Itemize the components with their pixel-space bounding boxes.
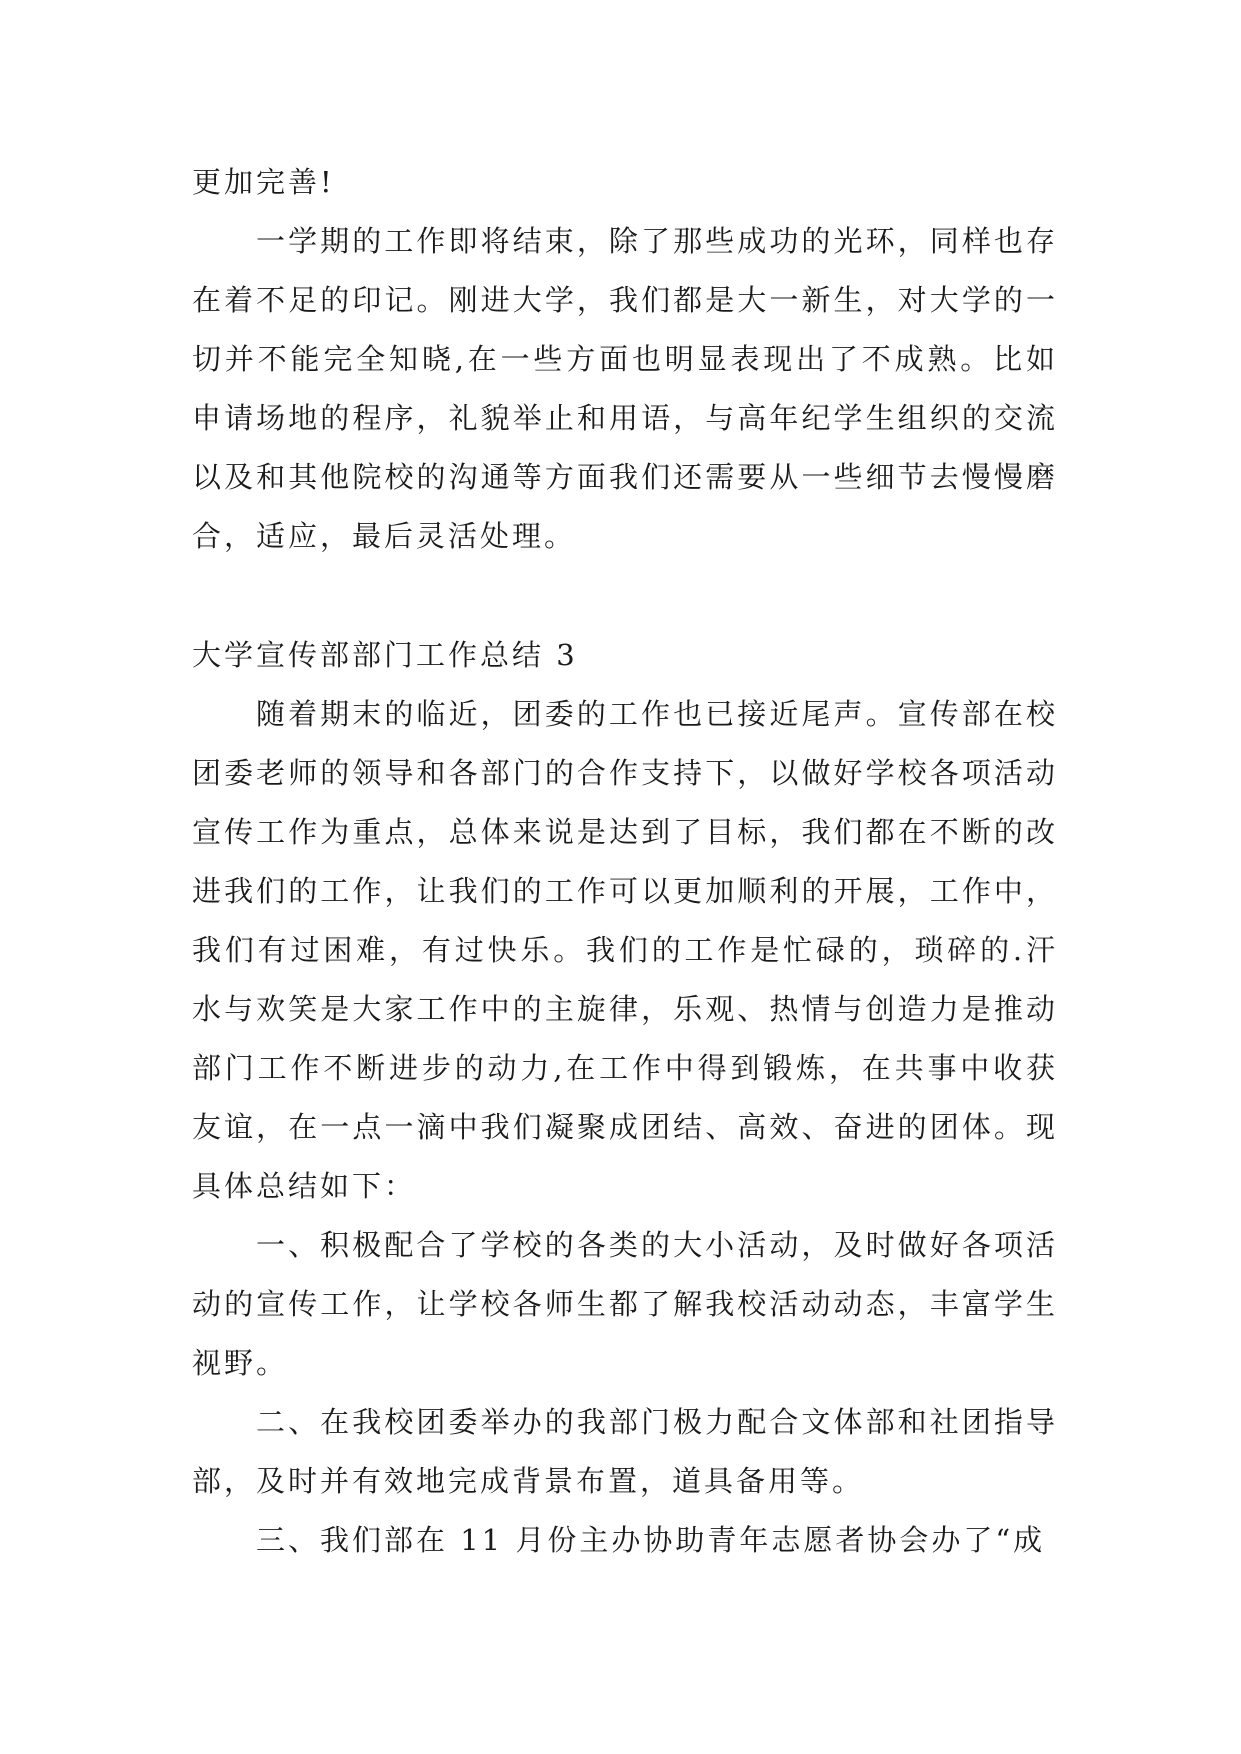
paragraph-shortcomings: 一学期的工作即将结束，除了那些成功的光环，同样也存在着不足的印记。刚进大学，我们都是大一新生，对大学的一切并不能完全知晓,在一些方面也明显表现出了不成熟。比如申请场地的程序，礼貌举止和用语，与高年纪学生组织的交流以及和其他院校的沟通等方面我们还需要从一些细节去慢慢磨合，适应，最后灵活处理。 xyxy=(192,224,1058,553)
section-title: 大学宣传部部门工作总结 3 xyxy=(192,638,578,672)
document-body xyxy=(192,153,1058,1570)
list-item-3: 三、我们部在 11 月份主办协助青年志愿者协会办了“成 xyxy=(256,1523,1046,1557)
continuation-line: 更加完善! xyxy=(192,165,335,199)
paragraph-intro: 随着期末的临近，团委的工作也已接近尾声。宣传部在校团委老师的领导和各部门的合作支持下，以做好学校各项活动宣传工作为重点，总体来说是达到了目标，我们都在不断的改进我们的工作，让我们的工作可以更加顺利的开展，工作中，我们有过困难，有过快乐。我们的工作是忙碌的，琐碎的.汗水与欢笑是大家工作中的主旋律，乐观、热情与创造力是推动部门工作不断进步的动力,在工作中得到锻炼，在共事中收获友谊，在一点一滴中我们凝聚成团结、高效、奋进的团体。现具体总结如下： xyxy=(192,697,1058,1203)
list-item-2: 二、在我校团委举办的我部门极力配合文体部和社团指导部，及时并有效地完成背景布置，道具备用等。 xyxy=(192,1405,1058,1498)
list-item-1: 一、积极配合了学校的各类的大小活动，及时做好各项活动的宣传工作，让学校各师生都了解我校活动动态，丰富学生视野。 xyxy=(192,1228,1058,1380)
